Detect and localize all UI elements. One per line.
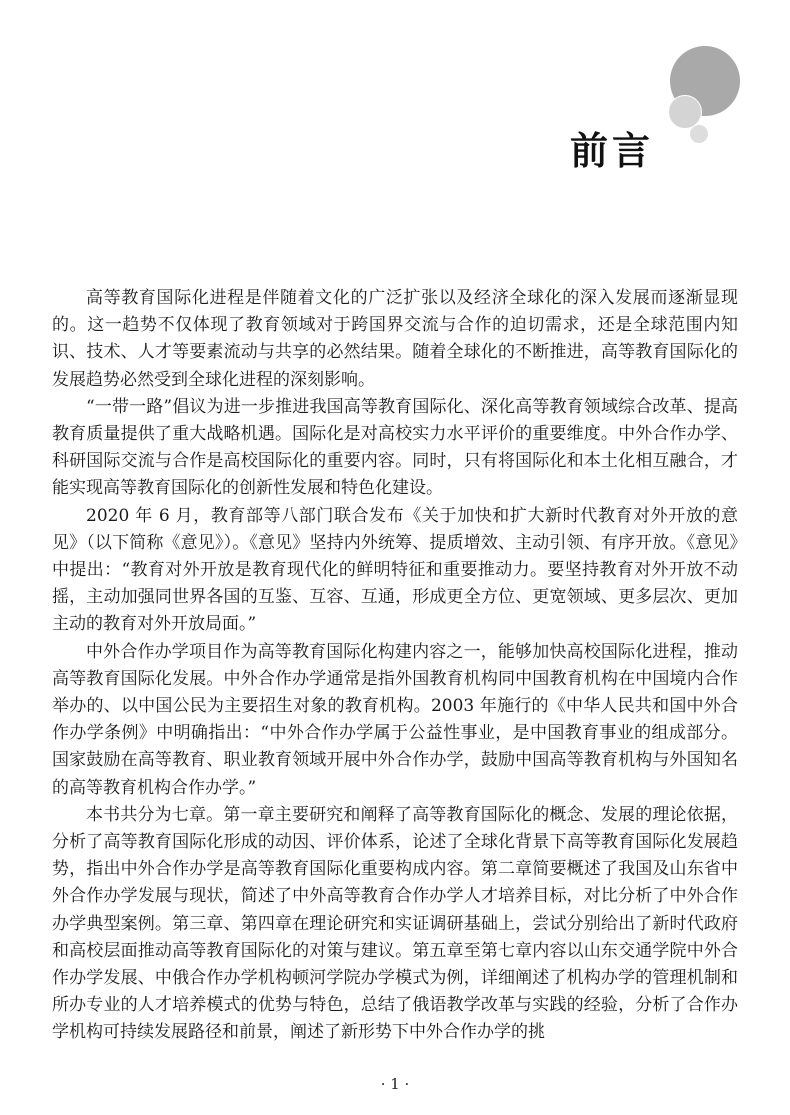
paragraph-4: 中外合作办学项目作为高等教育国际化构建内容之一，能够加快高校国际化进程，推动高等教育国际化发展。中外合作办学通常是指外国教育机构同中国教育机构在中国境内合作举办的、以中国公民为主要招生对象的教育机构。2003 年施行的《中华人民共和国中外合作办学条例》中明确指出：“中外合作办学属于公益性事业，是中国教育事业的组成部分。国家鼓励在高等教育、职业教育领域开展中外合作办学，鼓励中国高等教育机构与外国知名的高等教育机构合作办学。” xyxy=(52,641,738,798)
paragraph-3: 2020 年 6 月，教育部等八部门联合发布《关于加快和扩大新时代教育对外开放的意见》（以下简称《意见》）。《意见》坚持内外统筹、提质增效、主动引领、有序开放。《意见》中提出：“教育对外开放是教育现代化的鲜明特征和重要推动力。要坚持教育对外开放不动摇，主动加强同世界各国的互鉴、互容、互通，形成更全方位、更宽领域、更多层次、更加主动的教育对外开放局面。” xyxy=(52,505,738,635)
paragraph-1: 高等教育国际化进程是伴随着文化的广泛扩张以及经济全球化的深入发展而逐渐显现的。这一趋势不仅体现了教育领域对于跨国界交流与合作的迫切需求，还是全球范围内知识、技术、人才等要素流动与共享的必然结果。随着全球化的不断推进，高等教育国际化的发展趋势必然受到全球化进程的深刻影响。 xyxy=(52,288,738,390)
page-number: · 1 · xyxy=(380,1075,410,1093)
paragraph-5: 本书共分为七章。第一章主要研究和阐释了高等教育国际化的概念、发展的理论依据，分析了高等教育国际化形成的动因、评价体系，论述了全球化背景下高等教育国际化发展趋势，指出中外合作办学是高等教育国际化重要构成内容。第二章简要概述了我国及山东省中外合作办学发展与现状，简述了中外高等教育合作办学人才培养目标，对比分析了中外合作办学典型案例。第三章、第四章在理论研究和实证调研基础上，尝试分别给出了新时代政府和高校层面推动高等教育国际化的对策与建议。第五章至第七章内容以山东交通学院中外合作办学发展、中俄合作办学机构顿河学院办学模式为例，详细阐述了机构办学的管理机制和所办专业的人才培养模式的优势与特色，总结了俄语教学改革与实践的经验，分析了合作办学机构可持续发展路径和前景，阐述了新形势下中外合作办学的挑 xyxy=(52,804,738,1043)
decorative-circle-medium xyxy=(668,95,702,129)
preface-body xyxy=(52,285,738,1047)
page-title: 前言 xyxy=(569,129,654,173)
decorative-circle-small xyxy=(690,125,708,143)
paragraph-2: “一带一路”倡议为进一步推进我国高等教育国际化、深化高等教育领域综合改革、提高教育质量提供了重大战略机遇。国际化是对高校实力水平评价的重要维度。中外合作办学、科研国际交流与合作是高校国际化的重要内容。同时，只有将国际化和本土化相互融合，才能实现高等教育国际化的创新性发展和特色化建设。 xyxy=(52,396,738,499)
